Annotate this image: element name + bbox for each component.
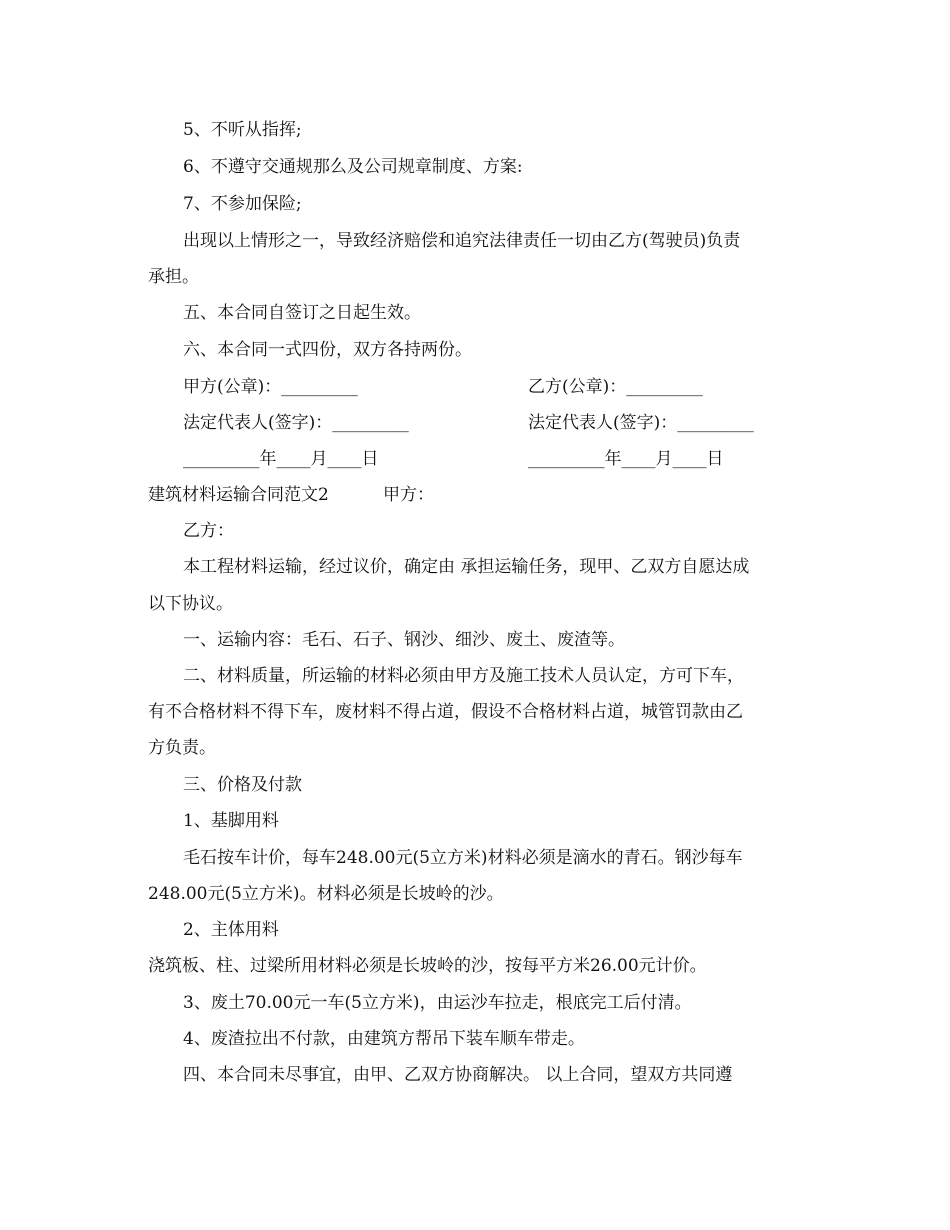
clause-6: 六、本合同一式四份，双方各持两份。 xyxy=(183,340,472,360)
item-5: 5、不听从指挥; xyxy=(183,120,302,140)
clause-3-2-body: 浇筑板、柱、过梁所用材料必须是长坡岭的沙，按每平方米26.00元计价。 xyxy=(148,956,707,976)
clause-2-line-3: 方负责。 xyxy=(148,738,216,758)
clause-4: 四、本合同未尽事宜，由甲、乙双方协商解决。 以上合同，望双方共同遵 xyxy=(183,1065,733,1085)
item-7: 7、不参加保险; xyxy=(183,194,302,214)
clause-3-1-line-1: 毛石按车计价，每车248.00元(5立方米)材料必须是滴水的青石。钢沙每车 xyxy=(183,848,743,868)
clause-3-4: 4、废渣拉出不付款，由建筑方帮吊下装车顺车带走。 xyxy=(183,1029,585,1049)
sign-date-a: _________年____月____日 xyxy=(183,449,379,469)
sign-date-b: _________年____月____日 xyxy=(528,449,724,469)
party-a-label: 甲方： xyxy=(383,485,434,505)
sign-party-b: 乙方(公章)：_________ xyxy=(528,377,703,397)
sign-party-a: 甲方(公章)：_________ xyxy=(183,377,358,397)
item-6: 6、不遵守交通规那么及公司规章制度、方案: xyxy=(183,157,523,177)
liability-line-1: 出现以上情形之一，导致经济赔偿和追究法律责任一切由乙方(驾驶员)负责 xyxy=(183,231,741,251)
sign-rep-a: 法定代表人(签字)：_________ xyxy=(183,413,409,433)
sign-rep-b: 法定代表人(签字)：_________ xyxy=(528,413,754,433)
clause-2-line-1: 二、材料质量，所运输的材料必须由甲方及施工技术人员认定，方可下车， xyxy=(183,666,744,686)
party-b-label: 乙方： xyxy=(183,521,234,541)
clause-3-3: 3、废土70.00元一车(5立方米)，由运沙车拉走，根底完工后付清。 xyxy=(183,993,692,1013)
clause-3-1-heading: 1、基脚用料 xyxy=(183,811,279,831)
intro-line-2: 以下协议。 xyxy=(148,594,233,614)
intro-line-1: 本工程材料运输，经过议价，确定由 承担运输任务，现甲、乙双方自愿达成 xyxy=(183,557,750,577)
clause-2-line-2: 有不合格材料不得下车，废材料不得占道，假设不合格材料占道，城管罚款由乙 xyxy=(148,702,743,722)
clause-1: 一、运输内容：毛石、石子、钢沙、细沙、废土、废渣等。 xyxy=(183,630,625,650)
clause-5: 五、本合同自签订之日起生效。 xyxy=(183,303,421,323)
liability-line-2: 承担。 xyxy=(148,267,199,287)
clause-3-2-heading: 2、主体用料 xyxy=(183,920,279,940)
contract-heading: 建筑材料运输合同范文2 xyxy=(148,485,329,505)
clause-3-heading: 三、价格及付款 xyxy=(183,775,302,795)
clause-3-1-line-2: 248.00元(5立方米)。材料必须是长坡岭的沙。 xyxy=(148,884,504,904)
